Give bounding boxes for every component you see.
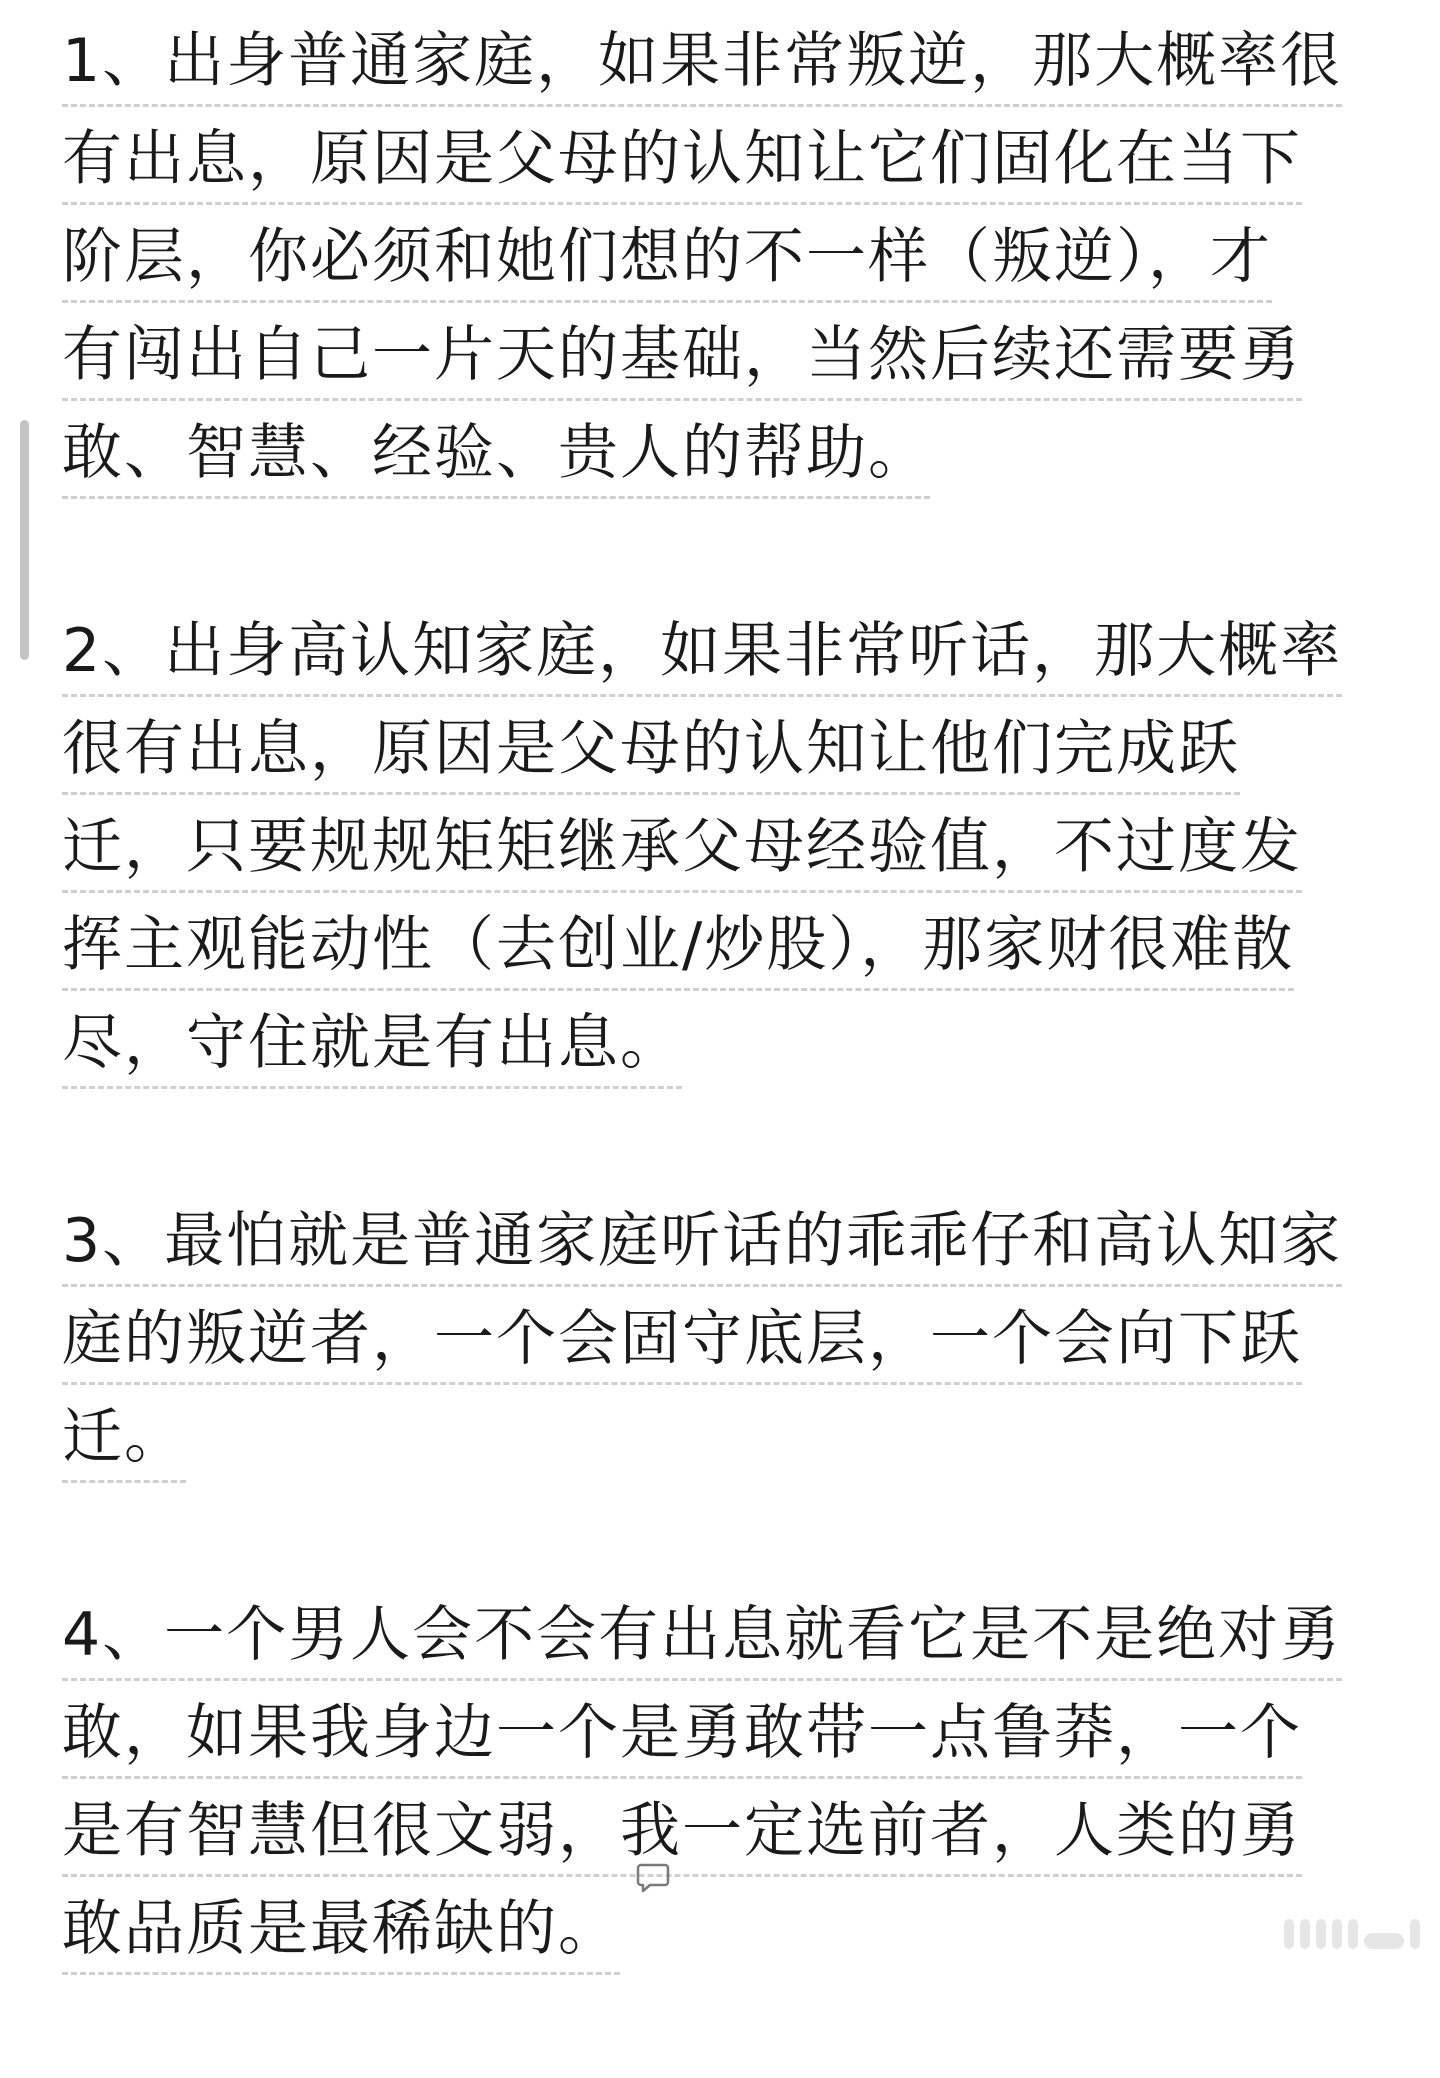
- text-line: 挥主观能动性（去创业/炒股），那家财很难散: [62, 896, 1402, 994]
- text-line: 1、出身普通家庭，如果非常叛逆，那大概率很: [62, 12, 1402, 110]
- text-line: 有闯出自己一片天的基础，当然后续还需要勇: [62, 306, 1402, 404]
- text-line: 是有智慧但很文弱，我一定选前者，人类的勇: [62, 1782, 1402, 1880]
- text-line: 2、出身高认知家庭，如果非常听话，那大概率: [62, 602, 1402, 700]
- text-line: 迁。: [62, 1388, 1402, 1486]
- comment-bubble-icon[interactable]: [636, 1862, 670, 1894]
- text-line: 敢，如果我身边一个是勇敢带一点鲁莽，一个: [62, 1684, 1402, 1782]
- paragraph-3: [62, 1192, 1402, 1486]
- article-body: [62, 12, 1402, 2078]
- paragraph-2: [62, 602, 1402, 1092]
- text-line: 敢、智慧、经验、贵人的帮助。: [62, 404, 1402, 502]
- scroll-indicator[interactable]: [20, 420, 29, 660]
- paragraph-4: [62, 1586, 1402, 1978]
- paragraph-1: [62, 12, 1402, 502]
- text-line: 尽，守住就是有出息。: [62, 994, 1402, 1092]
- text-line: 庭的叛逆者，一个会固守底层，一个会向下跃: [62, 1290, 1402, 1388]
- watermark-logo: [1284, 1919, 1420, 1949]
- text-line: 3、最怕就是普通家庭听话的乖乖仔和高认知家: [62, 1192, 1402, 1290]
- text-line: 很有出息，原因是父母的认知让他们完成跃: [62, 700, 1402, 798]
- text-line: 4、一个男人会不会有出息就看它是不是绝对勇: [62, 1586, 1402, 1684]
- text-line: 有出息，原因是父母的认知让它们固化在当下: [62, 110, 1402, 208]
- text-line: 迁，只要规规矩矩继承父母经验值，不过度发: [62, 798, 1402, 896]
- text-line: 敢品质是最稀缺的。: [62, 1880, 1402, 1978]
- text-line: 阶层，你必须和她们想的不一样（叛逆），才: [62, 208, 1402, 306]
